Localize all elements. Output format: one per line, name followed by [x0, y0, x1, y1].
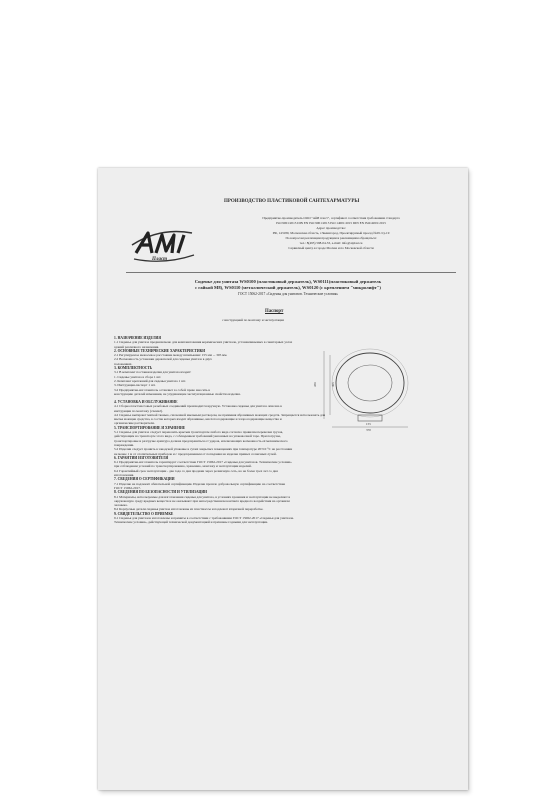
- company-line: По вопросам реализации продукции и рекламациям обращаться:: [285, 236, 377, 240]
- section-line: органические растворители.: [114, 421, 155, 426]
- dim-label: 305: [331, 382, 335, 387]
- product-title-line: с гайкой M8), WS0110 (металлический держатель), WS0120 (с креплением "микролифт"): [195, 285, 381, 291]
- dim-label: 155: [366, 422, 371, 426]
- section-heading: 8. СВЕДЕНИЯ ПО БЕЗОПАСНОСТИ И УТИЛИЗАЦИИ: [114, 490, 207, 495]
- company-line: тел.: 8(495) 598-04-33, e-mail: info@aiplast.ru: [299, 241, 363, 245]
- company-line: Сервисный центр в городе Москва и по Московской области: [288, 246, 374, 250]
- product-title-line: Сиденье для унитаза WS0100 (пластиковый держатель), WS0111(пластиковый держатель: [194, 279, 382, 284]
- section-line: изготовления.: [114, 473, 135, 478]
- passport-subtitle: с инструкцией по монтажу и эксплуатации: [222, 318, 284, 322]
- section-line: 5.2 Изделия следует хранить в заводской упаковке в сухих закрытых помещениях при температуре 20±10 °С на расстоянии: [114, 447, 293, 452]
- header-divider: [126, 272, 456, 273]
- section-line: 8.1 Материалы, используемые для изготовления сиденья для унитаза, в условиях хранения и эксплуатации не выделяют в: [114, 494, 291, 499]
- dim-label: 450: [313, 382, 317, 387]
- section-line: 2. Комплект креплений для сиденья унитаза 1 шт.: [114, 378, 186, 383]
- section-line: не менее 1 м от отопительных приборов и с предохранением от попадания на изделие прямых солнечных лучей.: [114, 451, 277, 456]
- document-title: ПРОИЗВОДСТВО ПЛАСТИКОВОЙ САНТЕХАРМАТУРЫ: [224, 199, 360, 204]
- section-line: ГОСТ 15062-2017.: [114, 485, 141, 490]
- section-heading: 2. ОСНОВНЫЕ ТЕХНИЧЕСКИЕ ХАРАКТЕРИСТИКИ: [114, 348, 206, 353]
- section-line: 6.1 Предприятие-изготовитель гарантирует соответствие ГОСТ 15062-2017 «Сиденья для унитазов. Технические условия»: [114, 460, 292, 465]
- company-line: ISO 9001:2015 DIN EN ISO 9001:2015 ISO 14001:2015 DIN EN ISO14001:2015: [276, 221, 386, 225]
- section-line: конструкцию деталей изменения, не ухудшающие эксплуатационные свойства изделия.: [114, 391, 241, 396]
- section-line: зданий различного назначения.: [114, 344, 159, 349]
- section-line: 6.2 Гарантийный срок эксплуатации - два года со дня продажи через розничную сеть, но не более трех лет со дня: [114, 468, 278, 473]
- section-line: при соблюдении условий по транспортированию, хранению, монтажу и эксплуатации изделий.: [114, 464, 252, 469]
- section-line: окружающую среду вредных веществ и не оказывают при непосредственном контакте вредного воздействия на организм: [114, 498, 290, 503]
- section-line: положениях.: [114, 361, 133, 366]
- section-heading: 5. ТРАНСПОРТИРОВАНИЕ И ХРАНЕНИЕ: [114, 425, 186, 430]
- section-line: 5.1 Сиденье для унитаза следует перевозить крытым транспортом любого вида согласно правилам перевозки грузов,: [114, 430, 284, 435]
- section-line: 1. Сиденье унитаза в сборе 1 шт.: [114, 374, 162, 379]
- section-line: 3.1 В комплект поставки изделия для унитаза входит:: [114, 370, 192, 375]
- section-line: 2.1 Регулируемое межосевое расстояние между шпильками: 155 мм ... 305 мм.: [114, 353, 228, 358]
- dim-label: 370: [366, 428, 371, 431]
- document-sheet: [98, 168, 468, 790]
- section-line: 8.2 Корпусные детали сиденья унитаза изготовлены из пластмассы и подлежат вторичной переработке.: [114, 507, 264, 512]
- section-line: 9.1 Сиденья для унитазов изготовлены и приняты в соответствии с требованиями ГОСТ 15062-2017 «Сиденья для унитазов.: [114, 516, 294, 521]
- section-heading: 9. СВИДЕТЕЛЬСТВО О ПРИЁМКЕ: [114, 511, 174, 516]
- section-heading: 6. ГАРАНТИИ ИЗГОТОВИТЕЛЯ: [114, 455, 169, 460]
- section-line: 1.1 Сиденье для унитаза предназначено для комплектования керамических унитазов, устанавливаемых в санитарных узлах: [114, 340, 293, 345]
- section-line: человека.: [114, 503, 128, 508]
- logo-label: Пласт: [152, 257, 168, 262]
- company-logo: [130, 223, 196, 265]
- section-line: 3. Инструкция-паспорт 1 шт.: [114, 383, 156, 388]
- company-line: Адрес производства:: [316, 226, 346, 230]
- sections-top: [114, 336, 459, 396]
- section-line: 3.2 Предприятие-изготовитель оставляет за собой право вносить в: [114, 387, 211, 392]
- section-heading: 7. СВЕДЕНИЯ О СЕРТИФИКАЦИИ: [114, 477, 175, 482]
- section-line: транспортировке и разгрузке арматура должна предохраняться от ударов, исключающих возможность её механического: [114, 438, 288, 443]
- section-line: инструкции по монтажу (схеме2).: [114, 408, 163, 413]
- product-title: [118, 279, 458, 296]
- section-line: 2.2 Возможность установки держателей для сиденья унитаза в двух: [114, 357, 212, 362]
- section-heading: 4. УСТАНОВКА И ОБСЛУЖИВАНИЕ: [114, 400, 178, 404]
- section-heading: 1. НАЗНАЧЕНИЕ ИЗДЕЛИЯ: [114, 336, 161, 340]
- section-line: 4.2 Сиденье вытирают мягкой тканью, смоченной мыльным раствором, не применяя абразивных моющих средств. Запрещается использовать для: [114, 412, 326, 417]
- company-info: [206, 216, 456, 251]
- product-gost: ГОСТ 15062-2017 «Сиденья для унитазов. Технические условия»: [237, 292, 339, 297]
- company-line: Предприятие-производитель ООО "АйИ пласт", сертификат соответствия требованиям стандарта: [262, 216, 400, 220]
- section-heading: 3. КОМПЛЕКТНОСТЬ: [114, 366, 153, 371]
- section-line: Технические условия», действующей технической документацией и признаны годными для эксплуатации.: [114, 520, 269, 525]
- section-line: действующим на транспорте этого вида, с соблюдением требований указанных на упаковочной таре. При погрузке,: [114, 434, 281, 439]
- section-line: 7.1 Изделие не подлежит обязательной сертификации. Изделие прошло добровольную сертификацию на соответствие: [114, 481, 286, 486]
- company-line: РФ, 143180, Московская область, г.Звенигород, Проектируемый проезд №29 стр.19: [272, 231, 390, 235]
- section-line: 4.1 Сборка пластмассовых резьбовых соединений производится вручную. Установка сиденья для унитаза описана в: [114, 404, 282, 409]
- sections-bottom: [114, 400, 459, 525]
- section-line: повреждения.: [114, 442, 134, 447]
- section-line: мытья моющие средства, в состав которых входят абразивные, кислотосодержащие и хлоросодержащие вещества и: [114, 417, 282, 422]
- passport-title: Паспорт: [265, 309, 284, 314]
